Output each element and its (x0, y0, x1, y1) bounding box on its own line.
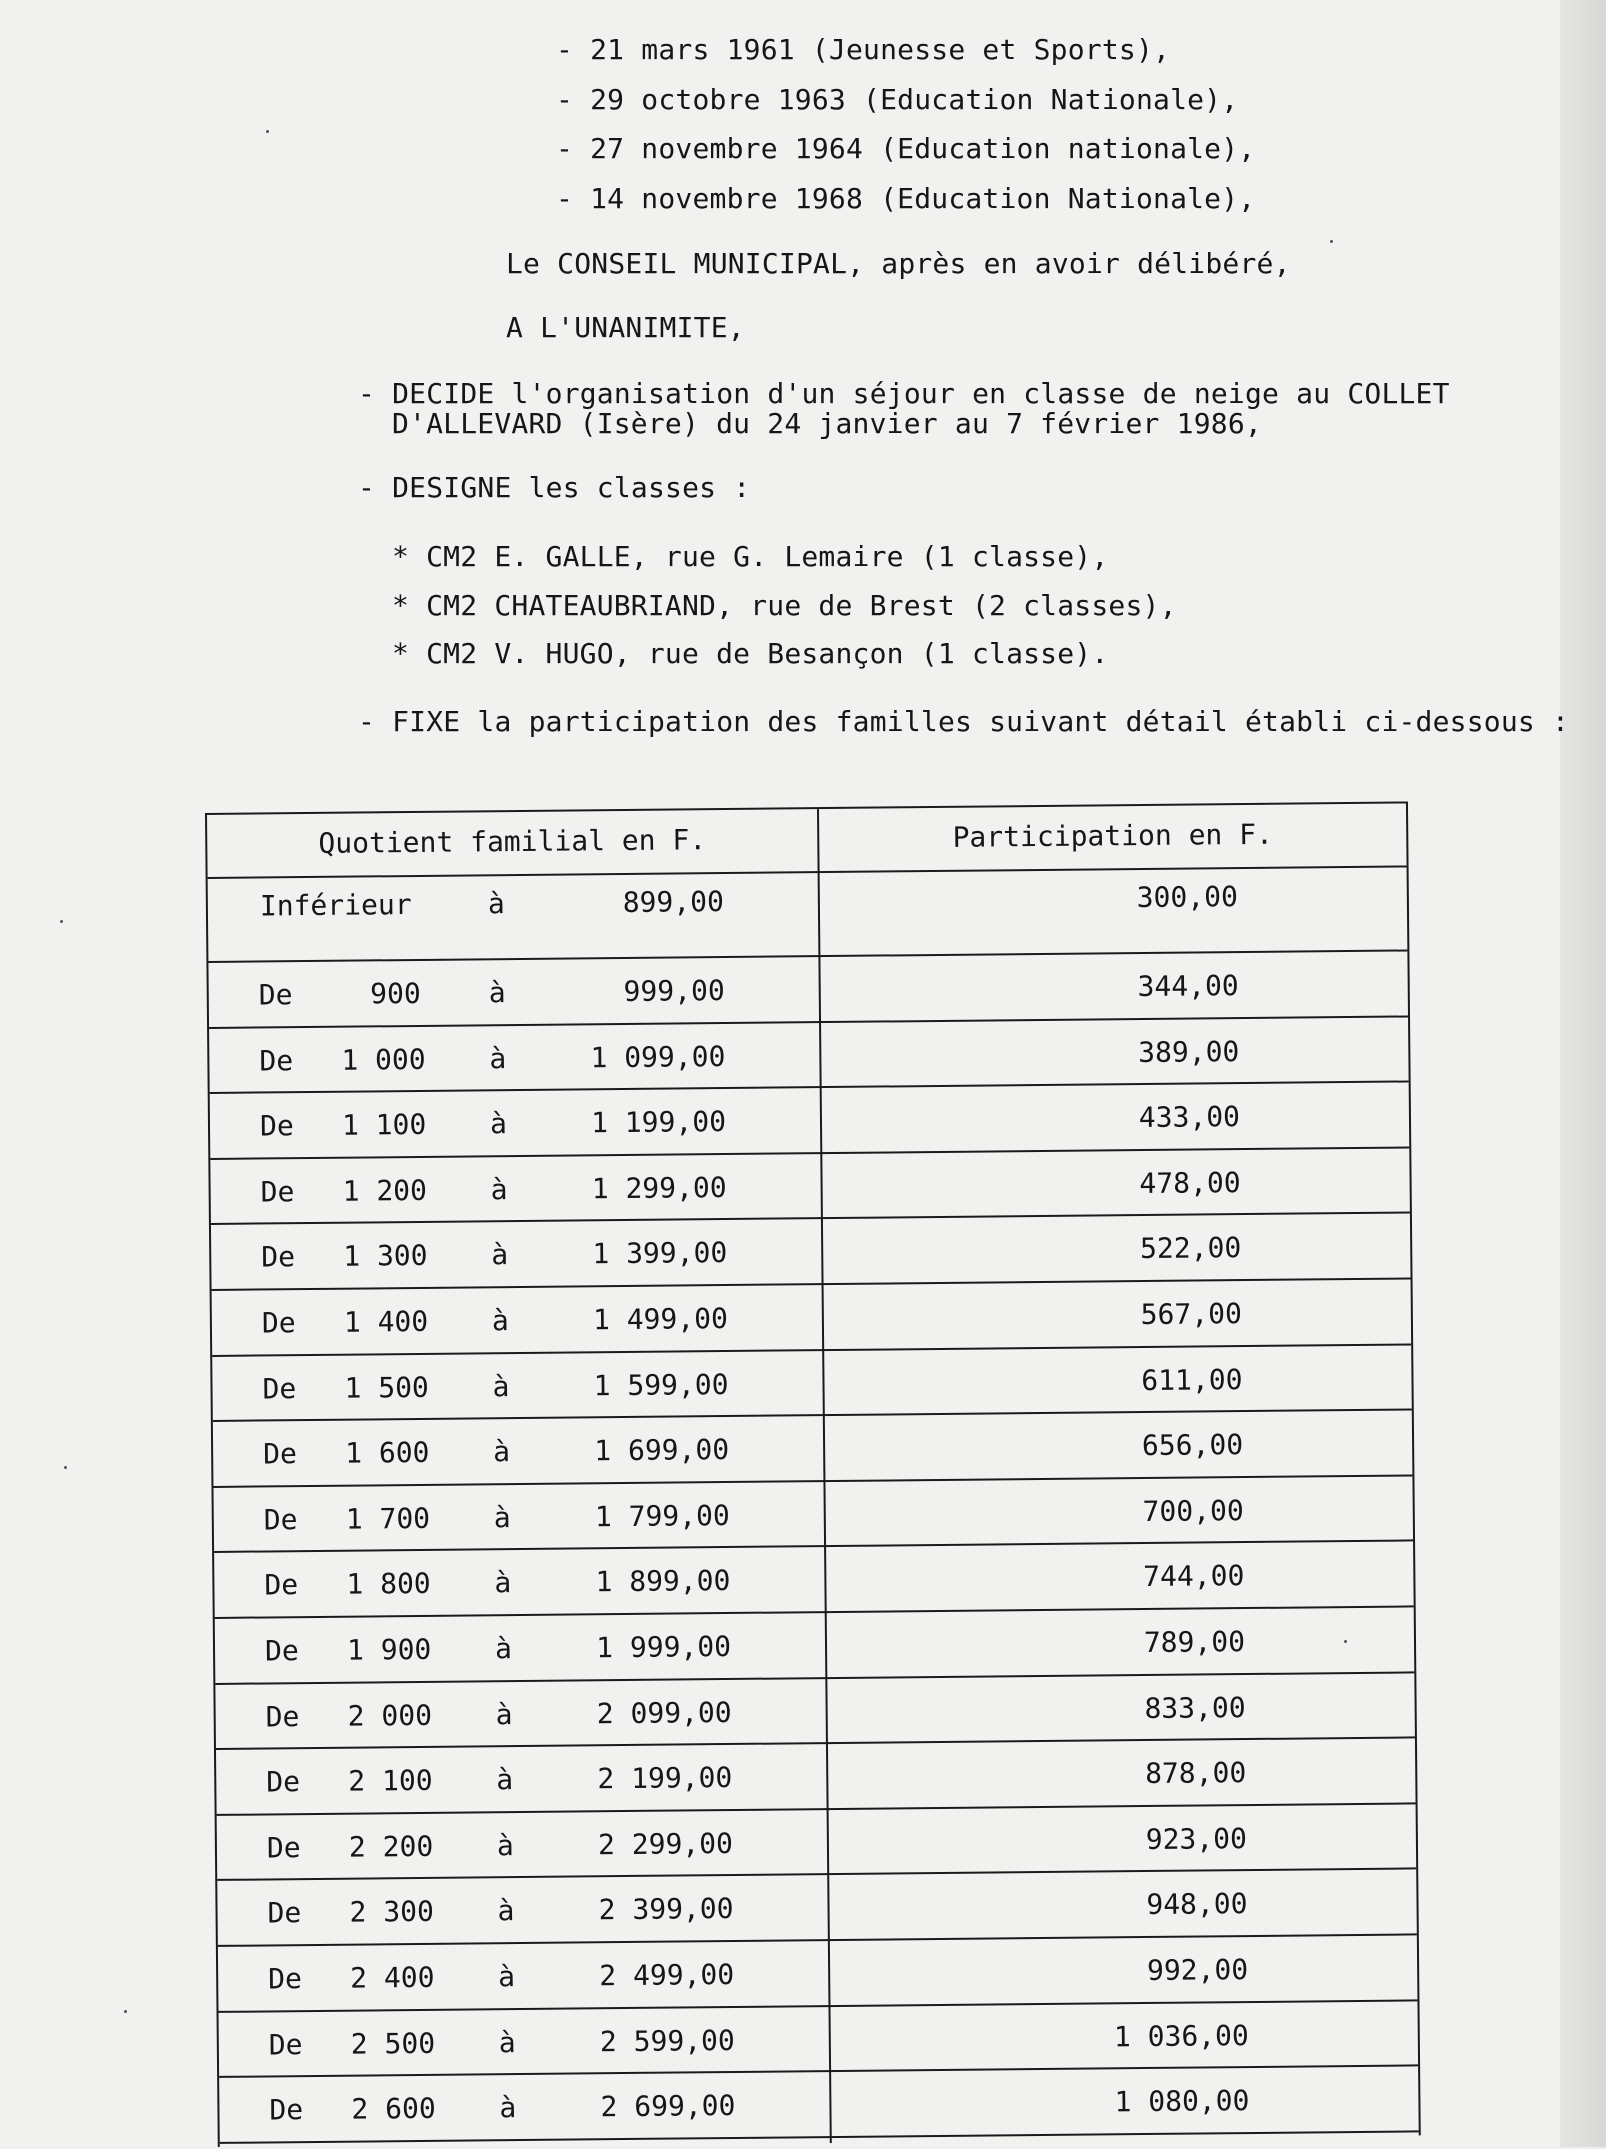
range-from-value: 2 000 (347, 1698, 433, 1733)
table-row (210, 1148, 1410, 1225)
range-to-value: 2 299,00 (597, 1826, 734, 1862)
table-row (216, 1739, 1416, 1816)
designe-line: - DESIGNE les classes : (358, 471, 751, 504)
reference-line: - 29 octobre 1963 (Education Nationale), (556, 83, 1239, 116)
scan-speck (60, 920, 63, 923)
range-separator: à (498, 1960, 516, 1994)
decide-line-1: - DECIDE l'organisation d'un séjour en classe de neige au COLLET (358, 377, 1450, 410)
range-from-value: 1 900 (346, 1632, 432, 1667)
range-from-label: De (269, 2093, 304, 2127)
table-row (215, 1607, 1415, 1684)
range-to-value: 2 499,00 (599, 1957, 735, 1993)
range-from-label: De (258, 978, 293, 1012)
range-from-value: 1 400 (343, 1304, 429, 1339)
page-edge-shadow (1560, 0, 1606, 2147)
range-from-label: Inférieur (259, 888, 412, 923)
range-from-label: De (268, 1962, 303, 1996)
range-separator: à (489, 1041, 507, 1075)
range-to-value: 1 699,00 (594, 1433, 730, 1468)
range-from-label: De (266, 1765, 301, 1799)
participation-value: 344,00 (1137, 969, 1239, 1004)
range-from-value: 2 300 (349, 1895, 435, 1930)
table-row (208, 867, 1408, 963)
participation-value: 992,00 (1146, 1953, 1249, 1988)
participation-value: 833,00 (1144, 1690, 1246, 1725)
range-separator: à (488, 976, 506, 1010)
range-from-value: 1 700 (345, 1501, 431, 1536)
range-to-value: 899,00 (622, 885, 725, 919)
range-separator: à (497, 1894, 515, 1928)
range-to-value: 2 699,00 (600, 2089, 736, 2124)
range-to-value: 2 199,00 (597, 1761, 733, 1796)
unanimite-statement: A L'UNANIMITE, (506, 311, 745, 344)
range-from-label: De (262, 1437, 298, 1471)
table-row (214, 1542, 1414, 1619)
table-row (219, 2067, 1419, 2144)
range-to-value: 1 299,00 (591, 1170, 727, 1206)
participation-value: 1 080,00 (1114, 2084, 1250, 2119)
range-to-value: 1 099,00 (590, 1039, 726, 1074)
range-separator: à (490, 1172, 508, 1207)
scan-speck (1330, 240, 1333, 243)
range-from-label: De (263, 1502, 298, 1537)
range-from-label: De (259, 1109, 294, 1143)
range-to-value: 999,00 (623, 974, 725, 1008)
range-separator: à (492, 1435, 511, 1469)
participation-value: 948,00 (1146, 1887, 1248, 1922)
range-from-value: 2 500 (350, 2026, 436, 2061)
table-row (208, 951, 1408, 1028)
participation-value: 522,00 (1139, 1231, 1242, 1266)
range-from-value: 1 500 (344, 1370, 429, 1405)
participation-value: 611,00 (1141, 1362, 1243, 1397)
range-from-label: De (264, 1634, 299, 1668)
participation-table (205, 801, 1421, 2146)
table-row (211, 1214, 1411, 1291)
class-item: * CM2 V. HUGO, rue de Besançon (1 classe). (392, 637, 1109, 670)
range-to-value: 1 999,00 (596, 1629, 732, 1665)
range-separator: à (491, 1238, 509, 1272)
range-separator: à (494, 1566, 512, 1600)
range-from-value: 900 (370, 976, 421, 1011)
range-separator: à (499, 2091, 517, 2125)
range-from-value: 1 200 (342, 1173, 428, 1208)
participation-value: 789,00 (1143, 1625, 1246, 1660)
participation-value: 878,00 (1144, 1756, 1247, 1791)
scan-speck (64, 1466, 67, 1469)
table-header (207, 803, 1407, 879)
table-row (210, 1083, 1410, 1160)
range-from-label: De (259, 1043, 294, 1078)
range-from-value: 2 200 (348, 1829, 434, 1864)
table-row (209, 1017, 1409, 1094)
range-from-value: 2 400 (350, 1960, 435, 1995)
participation-value: 433,00 (1138, 1100, 1241, 1135)
range-separator: à (493, 1500, 511, 1535)
table-row (217, 1870, 1417, 1947)
reference-line: - 21 mars 1961 (Jeunesse et Sports), (556, 33, 1171, 66)
range-separator: à (496, 1828, 514, 1863)
range-from-value: 1 300 (343, 1239, 428, 1274)
participation-value: 744,00 (1143, 1559, 1245, 1594)
participation-value: 656,00 (1141, 1428, 1244, 1463)
range-from-value: 1 600 (344, 1436, 430, 1470)
range-to-value: 1 799,00 (594, 1498, 730, 1534)
participation-value: 1 036,00 (1113, 2018, 1249, 2053)
range-from-label: De (268, 2027, 303, 2062)
participation-value: 700,00 (1142, 1493, 1244, 1528)
header-participation: Participation en F. (952, 817, 1274, 854)
participation-value: 300,00 (1136, 880, 1239, 915)
table-row (218, 1935, 1418, 2012)
range-from-label: De (265, 1699, 300, 1734)
range-to-value: 2 099,00 (596, 1695, 732, 1730)
scan-speck (266, 130, 269, 133)
range-from-value: 2 600 (351, 2092, 436, 2126)
range-to-value: 1 499,00 (592, 1302, 729, 1337)
range-from-label: De (260, 1174, 295, 1209)
range-from-label: De (262, 1371, 297, 1406)
reference-line: - 27 novembre 1964 (Education nationale), (556, 132, 1256, 165)
range-separator: à (494, 1632, 513, 1666)
table-row (215, 1673, 1415, 1750)
range-to-value: 2 599,00 (599, 2023, 735, 2058)
range-separator: à (495, 1697, 513, 1731)
table-row (212, 1345, 1412, 1422)
range-from-label: De (264, 1568, 299, 1602)
participation-value: 923,00 (1145, 1821, 1248, 1856)
reference-line: - 14 novembre 1968 (Education Nationale), (556, 182, 1256, 215)
range-to-value: 1 399,00 (592, 1236, 728, 1271)
range-from-value: 1 800 (346, 1567, 431, 1602)
range-to-value: 2 399,00 (598, 1892, 734, 1927)
participation-value: 389,00 (1138, 1034, 1240, 1069)
class-item: * CM2 CHATEAUBRIAND, rue de Brest (2 classes), (392, 589, 1177, 622)
range-separator: à (487, 887, 505, 921)
range-from-label: De (261, 1306, 296, 1340)
conseil-statement: Le CONSEIL MUNICIPAL, après en avoir délibéré, (506, 247, 1291, 280)
participation-value: 567,00 (1140, 1297, 1243, 1332)
table-row (217, 1804, 1417, 1881)
scan-speck (1344, 1640, 1347, 1643)
fixe-line: - FIXE la participation des familles suivant détail établi ci-dessous : (358, 705, 1570, 738)
table-row (213, 1476, 1413, 1553)
range-from-value: 2 100 (348, 1764, 433, 1798)
range-separator: à (489, 1107, 508, 1141)
range-from-label: De (261, 1240, 296, 1274)
range-from-value: 1 100 (341, 1108, 427, 1142)
participation-value: 478,00 (1139, 1165, 1241, 1200)
range-from-label: De (267, 1896, 302, 1930)
range-to-value: 1 199,00 (590, 1105, 727, 1140)
range-separator: à (491, 1304, 509, 1338)
class-item: * CM2 E. GALLE, rue G. Lemaire (1 classe), (392, 540, 1109, 573)
range-to-value: 1 599,00 (593, 1367, 729, 1402)
range-separator: à (492, 1369, 510, 1403)
header-quotient: Quotient familial en F. (318, 823, 707, 860)
table-row (213, 1411, 1413, 1488)
table-row (219, 2001, 1419, 2078)
decide-line-2: D'ALLEVARD (Isère) du 24 janvier au 7 février 1986, (392, 407, 1262, 440)
table-row (212, 1279, 1412, 1356)
range-separator: à (496, 1763, 514, 1797)
range-to-value: 1 899,00 (595, 1564, 731, 1599)
range-separator: à (498, 2025, 516, 2059)
range-from-value: 1 000 (341, 1042, 426, 1077)
scan-speck (124, 2010, 127, 2013)
range-from-label: De (266, 1830, 301, 1865)
